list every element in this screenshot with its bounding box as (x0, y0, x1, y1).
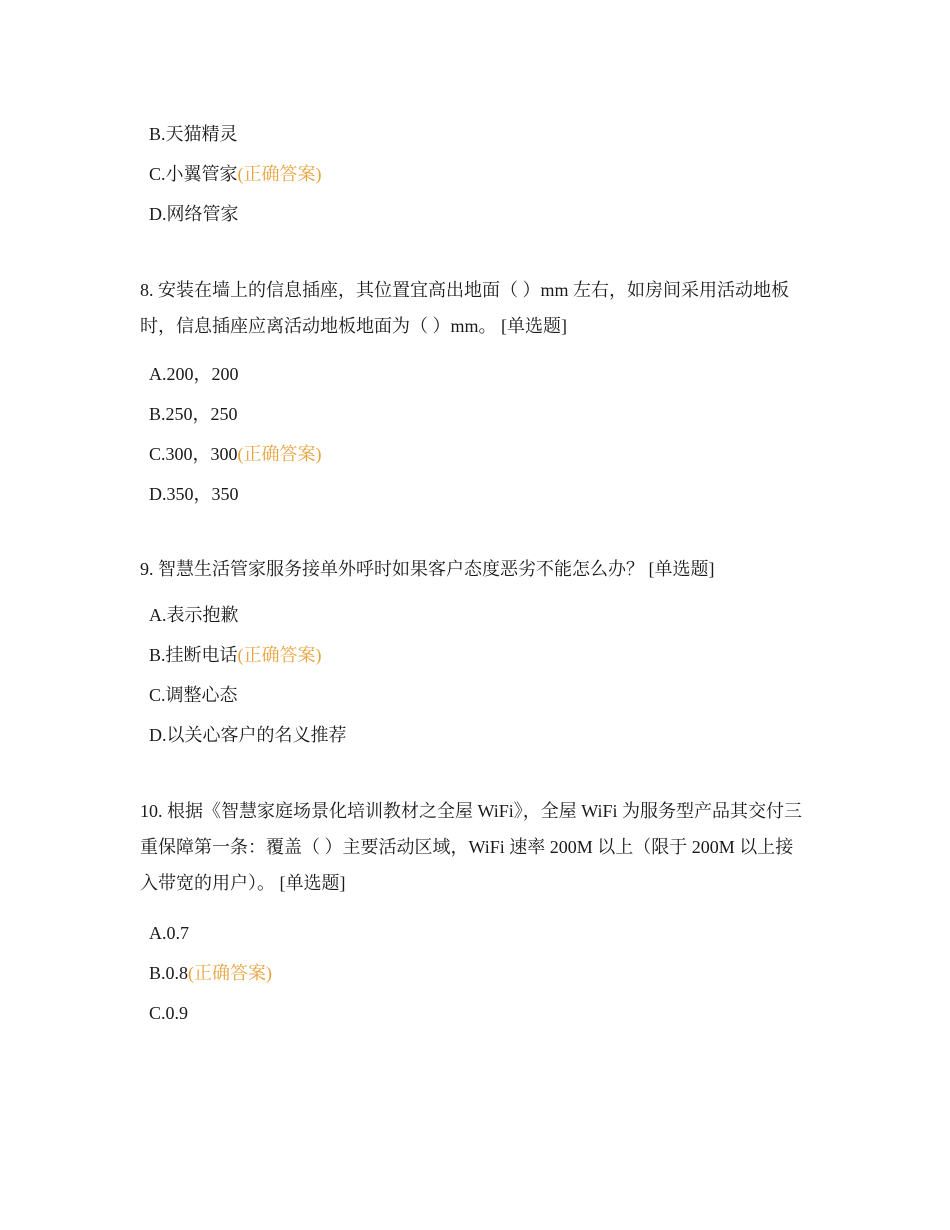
option-text: D.以关心客户的名义推荐 (149, 725, 347, 745)
option-text: B.挂断电话 (149, 645, 238, 665)
correct-answer-mark: (正确答案) (237, 444, 322, 464)
option-b (140, 961, 810, 1001)
option-b (140, 402, 810, 442)
option-c (140, 162, 810, 202)
option-text: B.250，250 (149, 404, 238, 424)
option-d (140, 202, 810, 242)
option-text: A.0.7 (149, 923, 189, 943)
question-text: 8. 安装在墙上的信息插座，其位置宜高出地面（ ）mm 左右，如房间采用活动地板时，信息插座应离活动地板地面为（ ）mm。 [单选题] (140, 280, 789, 336)
question-8-options (140, 362, 810, 522)
option-text: D.网络管家 (149, 204, 239, 224)
option-text: A.表示抱歉 (149, 605, 239, 625)
option-text: D.350，350 (149, 484, 239, 504)
option-b (140, 122, 810, 162)
question-10-options (140, 921, 810, 1041)
option-text: B.0.8 (149, 963, 189, 983)
option-text: C.0.9 (149, 1003, 189, 1023)
correct-answer-mark: (正确答案) (237, 645, 322, 665)
question-10 (140, 793, 810, 901)
option-c (140, 1001, 810, 1041)
option-b (140, 643, 810, 683)
option-text: C.小翼管家 (149, 164, 238, 184)
option-a (140, 362, 810, 402)
question-9-options (140, 603, 810, 763)
option-a (140, 921, 810, 961)
option-text: C.调整心态 (149, 685, 238, 705)
option-d (140, 482, 810, 522)
option-a (140, 603, 810, 643)
option-text: A.200，200 (149, 364, 239, 384)
option-text: C.300，300 (149, 444, 238, 464)
correct-answer-mark: (正确答案) (188, 963, 273, 983)
question-9 (140, 551, 810, 587)
question-8 (140, 272, 810, 344)
question-text: 9. 智慧生活管家服务接单外呼时如果客户态度恶劣不能怎么办？ [单选题] (140, 559, 715, 579)
question-7-options (140, 122, 810, 242)
option-c (140, 683, 810, 723)
option-text: B.天猫精灵 (149, 124, 238, 144)
correct-answer-mark: (正确答案) (237, 164, 322, 184)
option-c (140, 442, 810, 482)
question-text: 10. 根据《智慧家庭场景化培训教材之全屋 WiFi》，全屋 WiFi 为服务型产品其交付三重保障第一条：覆盖（ ）主要活动区域，WiFi 速率 200M 以上（限于 200M 以上接入带宽的用户）。 [单选题] (140, 801, 803, 893)
option-d (140, 723, 810, 763)
